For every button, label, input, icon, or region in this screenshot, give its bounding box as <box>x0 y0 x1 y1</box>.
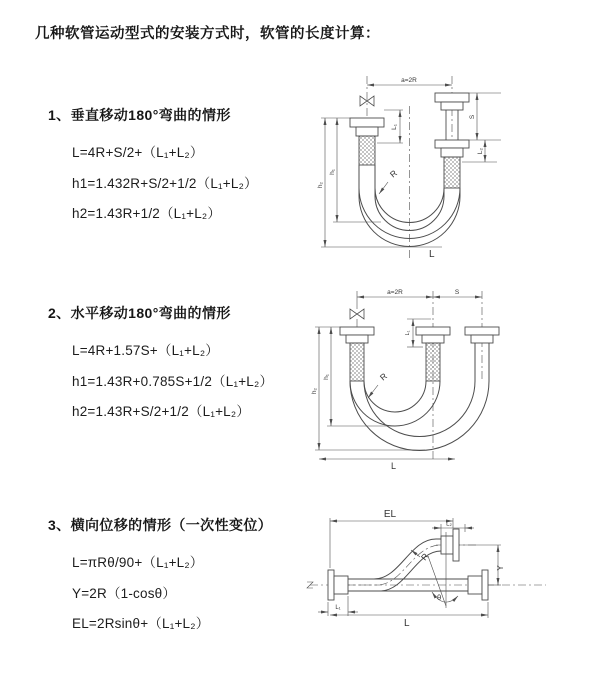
section-2 <box>48 302 318 428</box>
d1-dim-l1-label: L₁ <box>391 124 398 130</box>
d2-dim-s-label: S <box>454 289 460 296</box>
left-flange-fitting <box>340 327 374 381</box>
d2-dim-h1-label: h₁ <box>323 374 330 380</box>
d3-length-label: L <box>404 618 410 629</box>
formula-line: EL=2Rsinθ+（L₁+L₂） <box>72 616 210 631</box>
d1-length-label: L <box>429 249 435 260</box>
d3-radius-label: R <box>418 551 431 563</box>
d2-length-label: L <box>391 461 397 471</box>
diagram-lateral-displacement <box>298 498 598 658</box>
formula-line: h1=1.43R+0.785S+1/2（L₁+L₂） <box>72 373 274 389</box>
left-flange-fitting <box>350 118 384 165</box>
d3-theta-label: θ <box>437 593 442 602</box>
d1-dim-s-label: S <box>469 114 476 120</box>
diagram-horizontal-u-bend <box>303 285 598 475</box>
d2-dim-h2-label: h₂ <box>311 387 318 395</box>
section-3-formulas <box>48 548 318 640</box>
d1-dim-a-label: a=2R <box>401 77 417 84</box>
formula-line: h2=1.43R+S/2+1/2（L₁+L₂） <box>72 404 251 419</box>
right-lower-flange <box>468 570 488 600</box>
section-1 <box>48 104 318 230</box>
page-title: 几种软管运动型式的安装方式时，软管的长度计算： <box>35 26 380 42</box>
d1-dim-h1-label: h₁ <box>329 169 336 175</box>
hose-u-bends <box>350 343 489 451</box>
d3-dim-el-label: EL <box>383 509 397 520</box>
d2-radius-label: R <box>377 370 389 383</box>
section-2-heading: 2、水平移动180°弯曲的情形 <box>48 305 231 321</box>
middle-flange-fitting <box>416 327 450 381</box>
d3-dim-l2-label: L₂ <box>446 521 452 528</box>
d1-dim-h2-label: h₂ <box>317 181 324 189</box>
d3-dim-l1-label: L₁ <box>335 605 341 611</box>
right-flange-fitting <box>435 93 469 188</box>
valve-icon <box>350 309 364 319</box>
formula-line: L=4R+S/2+（L₁+L₂） <box>72 145 204 160</box>
d3-dim-y-label: Y <box>496 565 505 571</box>
section-2-formulas <box>48 336 318 428</box>
left-flange <box>328 570 348 600</box>
section-1-formulas <box>48 138 318 230</box>
formula-line: h1=1.432R+S/2+1/2（L₁+L₂） <box>72 175 258 191</box>
formula-line: Y=2R（1-cosθ） <box>72 585 177 601</box>
diagram-vertical-u-bend <box>305 70 595 270</box>
centerlines <box>367 76 452 260</box>
d1-radius-label: R <box>387 167 399 180</box>
section-1-heading: 1、垂直移动180°弯曲的情形 <box>48 107 231 123</box>
section-3-heading: 3、横向位移的情形（一次性变位） <box>48 517 273 533</box>
right-flange-fitting <box>465 327 499 343</box>
formula-line: L=4R+1.57S+（L₁+L₂） <box>72 343 219 358</box>
d1-dim-l2-label: L₂ <box>477 147 484 155</box>
hose-s-curve <box>348 539 441 591</box>
formula-line: L=πRθ/90+（L₁+L₂） <box>72 555 204 570</box>
d2-dim-a-label: a=2R <box>387 289 403 296</box>
section-3 <box>48 514 318 640</box>
d2-dim-l1-label: L₁ <box>405 330 411 336</box>
upper-right-flange <box>441 529 459 561</box>
formula-line: h2=1.43R+1/2（L₁+L₂） <box>72 206 222 221</box>
dimension-lines <box>318 518 501 618</box>
